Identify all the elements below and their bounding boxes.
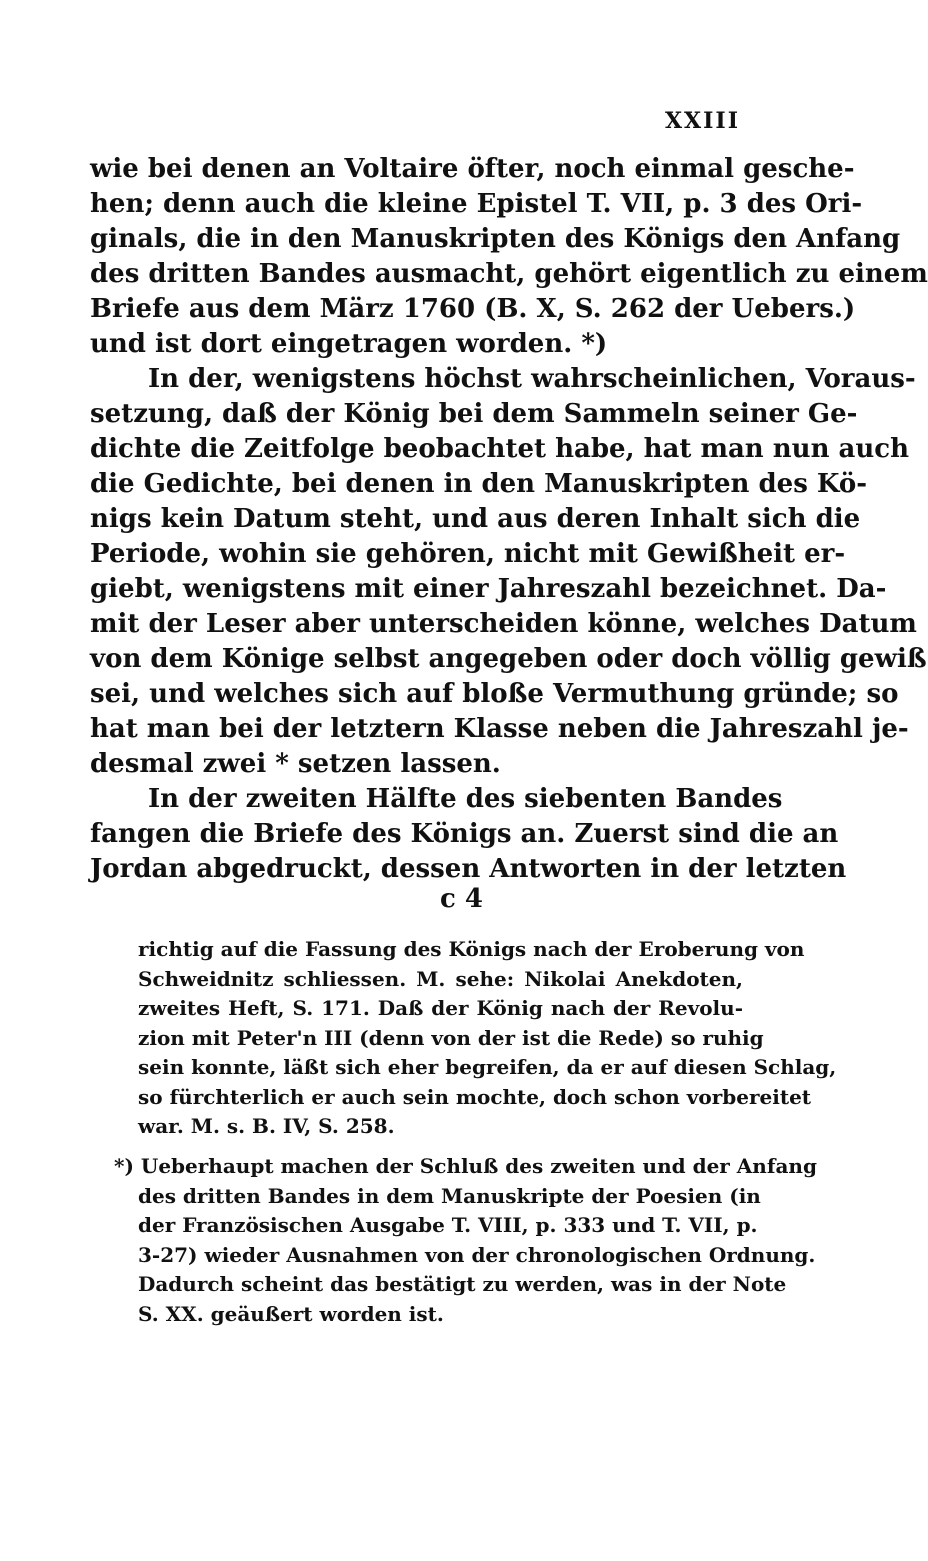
footnote-line: war. M. s. B. IV, S. 258.: [138, 1114, 395, 1138]
body-line: mit der Leser aber unterscheiden könne, welches Datum: [90, 609, 917, 639]
footnote-line: so fürchterlich er auch sein mochte, doch schon vorbereitet: [138, 1084, 812, 1109]
footnote-line: Schweidnitz schliessen. M. sehe: Nikolai Anekdoten,: [138, 966, 743, 991]
body-line: hen; denn auch die kleine Epistel T. VII, p. 3 des Ori-: [90, 189, 863, 219]
body-line: giebt, wenigstens mit einer Jahreszahl bezeichnet. Da-: [90, 574, 887, 604]
footnote-continued: [138, 935, 837, 1142]
footnote-line: der Französischen Ausgabe T. VIII, p. 333 und T. VII, p.: [138, 1213, 758, 1237]
footnote-line: zion mit Peter'n III (denn von der ist die Rede) so ruhig: [138, 1025, 764, 1050]
body-line: wie bei denen an Voltaire öfter, noch einmal gesche-: [90, 154, 855, 184]
signature-mark: c 4: [440, 884, 483, 914]
body-line: nigs kein Datum steht, und aus deren Inhalt sich die: [90, 504, 861, 534]
footnote-line: S. XX. geäußert worden ist.: [138, 1301, 444, 1326]
footnote-line: zweites Heft, S. 171. Daß der König nach der Revolu-: [138, 996, 743, 1020]
footnote-line: 3-27) wieder Ausnahmen von der chronologischen Ordnung.: [138, 1242, 816, 1267]
body-line: die Gedichte, bei denen in den Manuskripten des Kö-: [90, 469, 868, 499]
body-line: hat man bei der letztern Klasse neben die Jahreszahl je-: [90, 714, 909, 744]
body-line: und ist dort eingetragen worden. *): [90, 329, 608, 359]
body-line: Briefe aus dem März 1760 (B. X, S. 262 der Uebers.): [90, 294, 856, 324]
body-line: von dem Könige selbst angegeben oder doch völlig gewiß: [90, 644, 927, 674]
body-line: Periode, wohin sie gehören, nicht mit Gewißheit er-: [90, 539, 846, 569]
footnote-line: sein konnte, läßt sich eher begreifen, da er auf diesen Schlag,: [138, 1055, 837, 1079]
page-number: XXIII: [664, 108, 740, 134]
footnote-line: richtig auf die Fassung des Königs nach der Eroberung von: [138, 937, 805, 961]
body-line: sei, und welches sich auf bloße Vermuthung gründe; so: [90, 679, 899, 709]
body-line: In der, wenigstens höchst wahrscheinlichen, Voraus-: [148, 364, 916, 394]
body-line: setzung, daß der König bei dem Sammeln seiner Ge-: [90, 399, 858, 429]
body-line: In der zweiten Hälfte des siebenten Bandes: [148, 784, 783, 814]
body-line: dichte die Zeitfolge beobachtet habe, hat man nun auch: [90, 434, 910, 464]
body-line: desmal zwei * setzen lassen.: [90, 749, 501, 779]
footnote-line: des dritten Bandes in dem Manuskripte der Poesien (in: [138, 1183, 761, 1208]
main-text-block: [90, 152, 928, 887]
body-line: Jordan abgedruckt, dessen Antworten in der letzten: [90, 854, 847, 884]
body-line: fangen die Briefe des Königs an. Zuerst sind die an: [90, 819, 839, 849]
body-line: des dritten Bandes ausmacht, gehört eigentlich zu einem: [90, 259, 928, 289]
footnote-star: [114, 1152, 817, 1329]
body-line: ginals, die in den Manuskripten des Königs den Anfang: [90, 224, 901, 254]
footnote-line: Dadurch scheint das bestätigt zu werden, was in der Note: [138, 1272, 787, 1296]
footnote-line: *) Ueberhaupt machen der Schluß des zweiten und der Anfang: [114, 1154, 817, 1178]
